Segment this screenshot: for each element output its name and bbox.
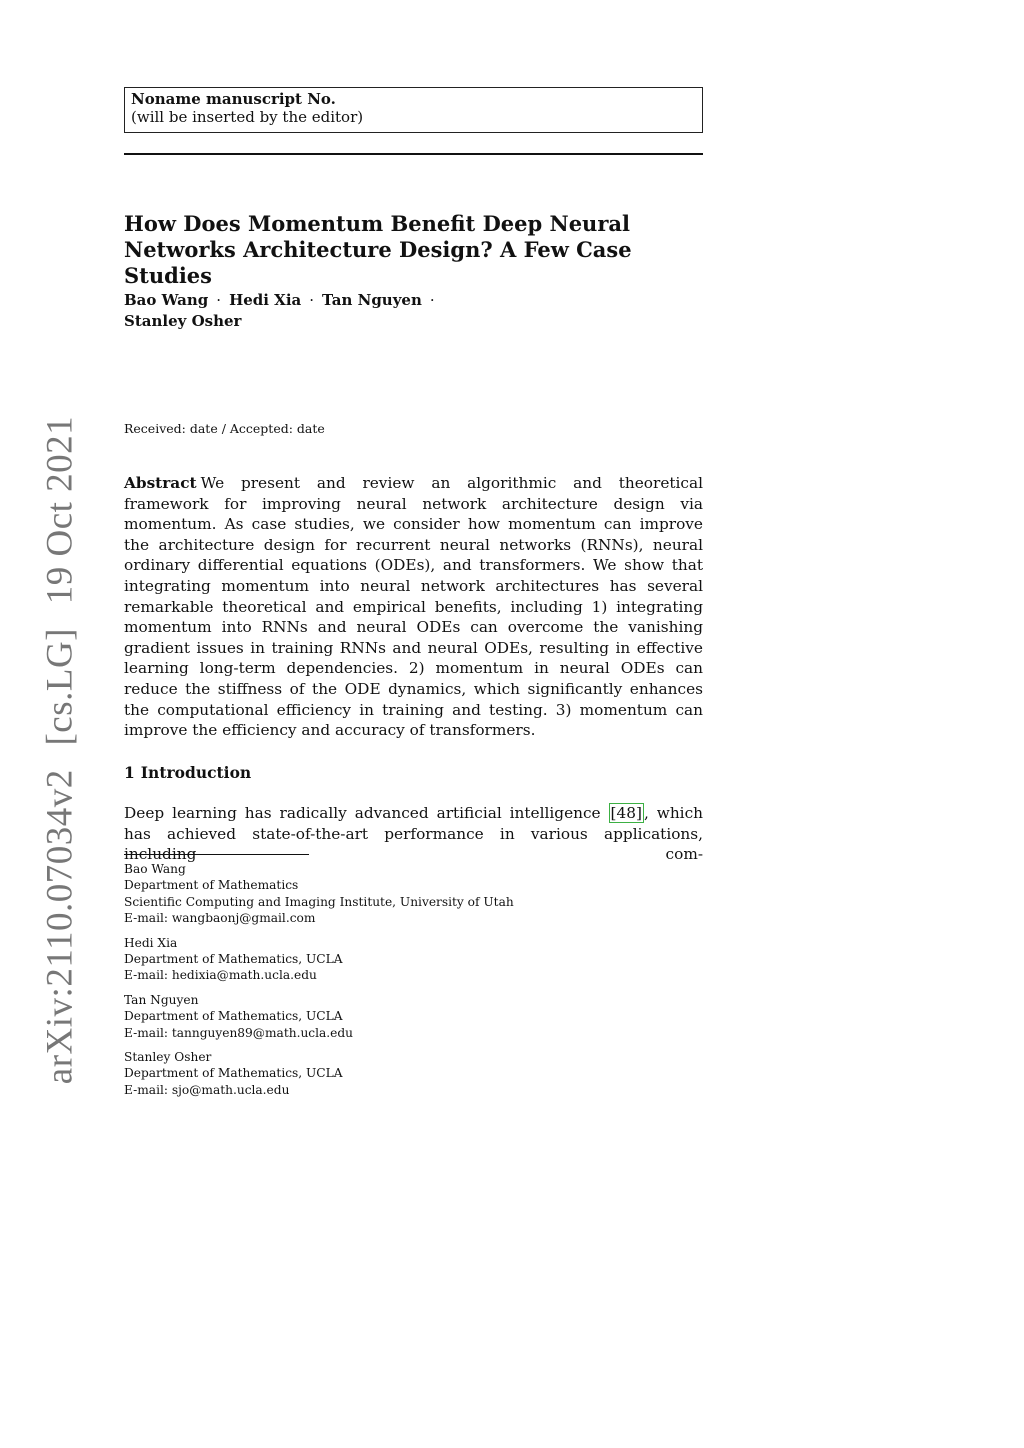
intro-paragraph (124, 803, 703, 865)
affiliation-department: Department of Mathematics, UCLA (124, 952, 343, 967)
affiliation-block (124, 1049, 514, 1098)
section-title: Introduction (140, 763, 252, 782)
abstract-text: We present and review an algorithmic and theoretical framework for improving neural network architecture design via momentum. As case studies, we consider how momentum can improve the architecture design for recurrent neural networks (RNNs), neural ordinary differential equations (ODEs), and transformers. We show that integrating momentum into neural network architectures has several remarkable theoretical and empirical benefits, including 1) integrating momentum into RNNs and neural ODEs can overcome the vanishing gradient issues in training RNNs and neural ODEs, resulting in effective learning long-term dependencies. 2) momentum in neural ODEs can reduce the stiffness of the ODE dynamics, which significantly enhances the computational efficiency in training and testing. 3) momentum can improve the efficiency and accuracy of transformers. (124, 474, 703, 740)
author-name: Tan Nguyen (322, 291, 422, 309)
section-number: 1 (124, 763, 135, 782)
affiliation-block (124, 861, 514, 927)
received-accepted-dates: Received: date / Accepted: date (124, 421, 325, 436)
affiliation-institute: Scientific Computing and Imaging Institute, University of Utah (124, 894, 514, 909)
abstract (124, 473, 703, 741)
arxiv-category: [cs.LG] (39, 627, 81, 746)
footnote-rule (124, 854, 309, 855)
paper-title (124, 211, 724, 289)
manuscript-number-box (124, 87, 703, 133)
affiliation-email: E-mail: wangbaonj@gmail.com (124, 911, 316, 926)
author-name: Stanley Osher (124, 312, 242, 330)
affiliation-department: Department of Mathematics, UCLA (124, 1066, 343, 1081)
affiliation-email: E-mail: tannguyen89@math.ucla.edu (124, 1025, 354, 1040)
affiliation-department: Department of Mathematics, UCLA (124, 1009, 343, 1024)
intro-text-start: Deep learning has radically advanced artificial intelligence (124, 804, 609, 822)
author-separator: · (216, 291, 222, 309)
title-line-2: Networks Architecture Design? A Few Case Studies (124, 237, 632, 288)
manuscript-number-label: Noname manuscript No. (131, 90, 336, 108)
affiliation-name: Bao Wang (124, 862, 186, 876)
affiliation-block (124, 935, 514, 984)
affiliation-name: Tan Nguyen (124, 992, 199, 1007)
affiliation-email: E-mail: sjo@math.ucla.edu (124, 1082, 290, 1097)
arxiv-sidebar-stamp (39, 416, 82, 1084)
author-separator: · (309, 291, 315, 309)
arxiv-id: arXiv:2110.07034v2 (39, 769, 81, 1085)
affiliation-name: Stanley Osher (124, 1050, 212, 1065)
intro-text-end: , which has achieved state-of-the-art performance in various applications, including com- (124, 804, 703, 864)
header-rule (124, 153, 703, 155)
citation-link[interactable]: [48] (610, 804, 642, 822)
author-separator: · (429, 291, 435, 309)
abstract-label: Abstract (124, 474, 197, 492)
author-name: Hedi Xia (229, 291, 302, 309)
affiliation-email: E-mail: hedixia@math.ucla.edu (124, 968, 317, 983)
author-name: Bao Wang (124, 291, 209, 309)
affiliation-department: Department of Mathematics (124, 878, 299, 893)
manuscript-editor-note: (will be inserted by the editor) (131, 108, 364, 126)
affiliation-block (124, 992, 514, 1041)
section-heading-introduction (124, 763, 251, 782)
author-affiliations (124, 861, 514, 1106)
title-line-1: How Does Momentum Benefit Deep Neural (124, 211, 630, 236)
affiliation-name: Hedi Xia (124, 935, 178, 950)
arxiv-date: 19 Oct 2021 (39, 415, 81, 605)
author-list (124, 290, 443, 332)
